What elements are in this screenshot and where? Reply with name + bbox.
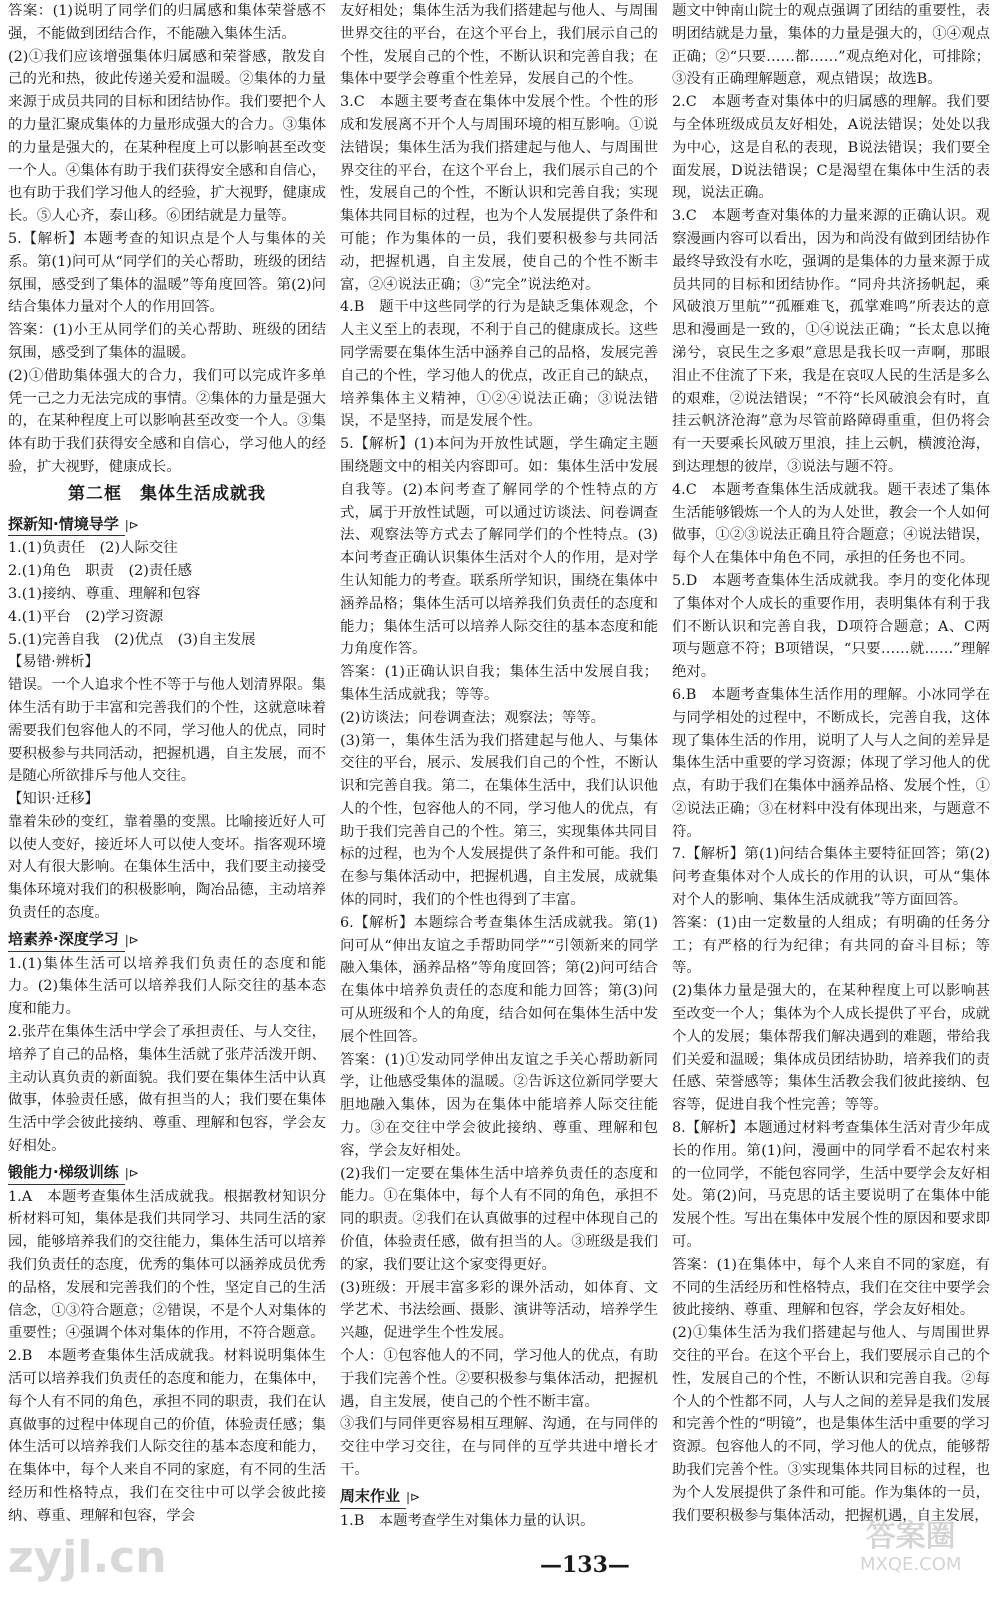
answer-paragraph: 题文中钟南山院士的观点强调了团结的重要性，表明团结就是力量，集体的力量是强大的，①④观点正确；②“只要……都……”观点绝对化，可排除；③没有正确理解题意，观点错误；故选B。 — [672, 3, 990, 88]
section-header — [8, 925, 326, 953]
watermark-left: zyjl.cn — [8, 1532, 167, 1583]
answer-paragraph: 答案：(1)由一定数量的人组成；有明确的任务分工；有严格的行为纪律；有共同的奋斗目标；等等。 — [672, 914, 990, 977]
watermark-right — [860, 1520, 961, 1575]
answer-paragraph: (2)①借助集体强大的合力，我们可以完成许多单凭一己之力无法完成的事情。②集体的力量是强大的，在某种程度上可以影响甚至改变一个人。③集体有助于我们获得安全感和自信心，学习他人的经验，扩大视野，健康成长。 — [8, 367, 326, 475]
answer-paragraph: (3)第一，集体生活为我们搭建起与他人、与集体交往的平台，展示、发展我们自己的个性，不断认识和完善自我。第二，在集体生活中，我们认识他人的个性，包容他人的不同，学习他人的优点，有助于我们完善自己的个性。第三，实现集体共同目标的过程，也为个人发展提供了条件和可能。我们在参与集体活动中，把握机遇，自主发展，成就集体的同时，我们的个性也得到了丰富。 — [340, 732, 658, 909]
answer-paragraph: 友好相处；集体生活为我们搭建起与他人、与周围世界交往的平台，在这个平台上，我们展示自己的个性，发展自己的个性，不断认识和完善自我；在集体中要学会尊重个性差异，发展自己的个性。 — [340, 3, 658, 88]
arrow-icon: |⊳ — [124, 517, 139, 532]
section-header — [8, 1158, 326, 1186]
answer-paragraph: 2.B 本题考查集体生活成就我。材料说明集体生活可以培养我们负责任的态度和能力，在集体中，每个人有不同的角色，承担不同的职责，我们在认真做事的过程中体现自己的价值，体验责任感；集体生活可以培养我们人际交往的基本态度和能力，在集体中，每个人来自不同的家庭，有不同的生活经历和性格特点，我们在交往中可以学会彼此接纳、尊重、理解和包容，学会 — [8, 1348, 326, 1524]
page-number: —133— — [540, 1552, 630, 1578]
section-header-label: 探新知·情境导学 — [8, 513, 125, 537]
answer-paragraph: 【易错·辨析】 — [8, 654, 99, 671]
answer-paragraph: 6.B 本题考查集体生活作用的理解。小冰同学在与同学相处的过程中，不断成长，完善自我，这体现了集体生活的作用，说明了人与人之间的差异是集体生活中重要的学习资源；体现了学习他人的优点，有助于我们在集体中涵养品格、发展个性，①②说法正确；③在材料中没有体现出来，与题意不符。 — [672, 686, 990, 840]
answer-paragraph: ③我们与同伴更容易相互理解、沟通，在与同伴的交往中学习交往，在与同伴的互学共进中增长才干。 — [340, 1416, 658, 1478]
answer-paragraph: 【知识·迁移】 — [8, 791, 99, 808]
answer-paragraph: 5.(1)完善自我 (2)优点 (3)自主发展 — [8, 631, 256, 648]
answer-paragraph: 答案：(1)在集体中，每个人来自不同的家庭，有不同的生活经历和性格特点，我们在交往中要学会彼此接纳、尊重、理解和包容，学会友好相处。 — [672, 1256, 990, 1319]
answer-paragraph: 答案：(1)正确认识自我；集体生活中发展自我；集体生活成就我；等等。 — [340, 664, 658, 703]
answer-paragraph: (2)集体力量是强大的，在某种程度上可以影响甚至改变一个人；集体为个人成长提供了平台，成就个人的发展；集体帮我们解决遇到的难题，带给我们关爱和温暖；集体成员团结协助，培养我们的责任感、荣誉感等；集体生活教会我们彼此接纳、包容等，促进自我个性完善；等等。 — [672, 983, 990, 1114]
answer-paragraph: 4.C 本题考查集体生活成就我。题干表述了集体生活能够锻炼一个人的为人处世，教会一个人如何做事，①②③说法正确且符合题意；④说法错误，每个人在集体中角色不同，承担的任务也不同。 — [672, 481, 990, 567]
section-header-label: 锻能力·梯级训练 — [8, 1161, 125, 1185]
section-header-label: 培素养·深度学习 — [8, 928, 125, 952]
watermark-right-url: MXQE.COM — [860, 1554, 962, 1575]
answer-paragraph: 6.【解析】本题综合考查集体生活成就我。第(1)问可从“伸出友谊之手帮助同学”“引领新来的同学融入集体，涵养品格”等角度回答；第(2)问可结合在集体中培养负责任的态度和能力回答；第(3)问可从班级和个人的角度，结合如何在集体生活中发展个性回答。 — [340, 914, 658, 1045]
answer-paragraph: 5.【解析】(1)本问为开放性试题，学生确定主题围绕题文中的相关内容即可。如：集体生活中发展自我等。(2)本问考查了解同学的个性特点的方式，属于开放性试题，可以通过访谈法、问卷调查法、观察法等方式去了解同学们的个性特点。(3)本问考查正确认识集体生活对个人的作用，是对学生认知能力的考查。联系所学知识，围绕在集体中涵养品格；集体生活可以培养我们负责任的态度和能力；集体生活可以培养人际交往的基本态度和能力角度作答。 — [340, 436, 658, 658]
answer-paragraph: (2)①我们应该增强集体归属感和荣誉感，散发自己的光和热，彼此传递关爱和温暖。②集体的力量来源于成员共同的目标和团结协作。我们要把个人的力量汇聚成集体的力量形成强大的合力。③集体的力量是强大的，在某种程度上可以影响甚至改变一个人。④集体有助于我们获得安全感和自信心，也有助于我们学习他人的经验，扩大视野，健康成长。⑤人心齐，泰山移。⑥团结就是力量等。 — [8, 48, 326, 225]
column-left — [8, 0, 326, 1596]
section-header-label: 周末作业 — [340, 1485, 406, 1509]
answer-paragraph: 5.D 本题考查集体生活成就我。李月的变化体现了集体对个人成长的重要作用，表明集体有利于我们不断认识和完善自我，D项符合题意；A、C两项与题意不符；B项错误，“只要……就……”理解绝对。 — [672, 572, 990, 681]
section-header — [340, 1482, 658, 1510]
answer-paragraph: 3.C 本题主要考查在集体中发展个性。个性的形成和发展离不开个人与周围环境的相互影响。①说法错误；集体生活为我们搭建起与他人、与周围世界交往的平台，在这个平台上，我们展示自己的个性，发展自己的个性，不断认识和完善自我；实现集体共同目标的过程，也为个人发展提供了条件和可能；作为集体的一员，我们要积极参与共同活动，把握机遇，自主发展，使自己的个性不断丰富，②④说法正确；③“完全”说法绝对。 — [340, 94, 658, 293]
arrow-icon: |⊳ — [406, 1489, 421, 1504]
answer-paragraph: 3.(1)接纳、尊重、理解和包容 — [8, 585, 201, 602]
answer-paragraph: (3)班级：开展丰富多彩的课外活动，如体育、文学艺术、书法绘画、摄影、演讲等活动，培养学生兴趣，促进学生个性发展。 — [340, 1279, 658, 1342]
answer-paragraph: 8.【解析】本题通过材料考查集体生活对青少年成长的作用。第(1)问，漫画中的同学看不起农村来的一位同学，不能包容同学，生活中要学会友好相处。第(2)问，马克思的话主要说明了在集体中能发展个性。写出在集体中发展个性的原因和要求即可。 — [672, 1120, 990, 1251]
answer-paragraph: 1.(1)负责任 (2)人际交往 — [8, 540, 178, 557]
answer-paragraph: 靠着朱砂的变红，靠着墨的变黑。比喻接近好人可以使人变好，接近坏人可以使人变坏。指客观环境对人有很大影响。在集体生活中，我们要主动接受集体环境对我们的积极影响，陶冶品德，主动培养负责任的态度。 — [8, 813, 326, 922]
answer-paragraph: 个人：①包容他人的不同，学习他人的优点，有助于我们完善个性。②要积极参与集体活动，把握机遇，自主发展，使自己的个性不断丰富。 — [340, 1348, 658, 1410]
answer-paragraph: 4.B 题干中这些同学的行为是缺乏集体观念，个人主义至上的表现，不利于自己的健康成长。这些同学需要在集体生活中涵养自己的品格，发展完善自己的个性，学习他人的优点，改正自己的缺点，培养集体主义精神，①②④说法正确；③说法错误，不是坚持，而是发展个性。 — [340, 299, 658, 430]
answer-paragraph: 3.C 本题考查对集体的力量来源的正确认识。观察漫画内容可以看出，因为和尚没有做到团结协作最终导致没有水吃，强调的是集体的力量来源于成员共同的目标和团结协作。“同舟共济扬帆起，乘风破浪万里航”“孤雁难飞，孤掌难鸣”所表达的意思和漫画是一致的，①④说法正确；“长太息以掩涕兮，哀民生之多艰”意思是我长叹一声啊，那眼泪止不住流了下来，我是在哀叹人民的生活是多么的艰难，②说法错误；“不符“长风破浪会有时，直挂云帆济沧海”意为尽管前路障碍重重，但仍将会有一天要乘长风破万里浪，挂上云帆，横渡沧海，到达理想的彼岸，③说法与题不符。 — [672, 208, 990, 475]
answer-paragraph: (2)①集体生活为我们搭建起与他人、与周围世界交往的平台。在这个平台上，我们要展示自己的个性，发展自己的个性，不断认识和完善自我。②每个人的个性都不同，人与人之间的差异是我们发展和完善个性的“明镜”，也是集体生活中重要的学习资源。包容他人的不同，学习他人的优点，能够帮助我们完善个性。③实现集体共同目标的过程，也为个人发展提供了条件和可能。作为集体的一员，我们要积极参与集体活动，把握机遇，自主发展， — [672, 1325, 990, 1524]
column-middle — [340, 0, 658, 1550]
column-right — [672, 0, 990, 1596]
watermark-right-title: 答案圈 — [865, 1519, 956, 1554]
answer-paragraph: 答案：(1)①发动同学伸出友谊之手关心帮助新同学，让他感受集体的温暖。②告诉这位新同学要大胆地融入集体，因为在集体中能培养人际交往能力。③在交往中学会彼此接纳、尊重、理解和包容，学会友好相处。 — [340, 1051, 658, 1159]
arrow-icon: |⊳ — [124, 932, 139, 947]
answer-paragraph: 答案：(1)小王从同学们的关心帮助、班级的团结氛围，感受到了集体的温暖。 — [8, 322, 326, 361]
answer-paragraph: 2.张芹在集体生活中学会了承担责任、与人交往，培养了自己的品格，集体生活就了张芹活泼开朗、主动认真负责的新面貌。我们要在集体生活中认真做事，体验责任感，做有担当的人；我们要在集体生活中学会彼此接纳、尊重、理解和包容，学会友好相处。 — [8, 1024, 326, 1155]
answer-paragraph: 2.C 本题考查对集体中的归属感的理解。我们要与全体班级成员友好相处，A说法错误；处处以我为中心，这是自私的表现，B说法错误；我们要全面发展，D说法错误；C是渴望在集体中生活的表现，说法正确。 — [672, 94, 990, 202]
section-header — [8, 510, 326, 538]
answer-paragraph: 4.(1)平台 (2)学习资源 — [8, 608, 164, 625]
answer-paragraph: (2)我们一定要在集体生活中培养负责任的态度和能力。①在集体中，每个人有不同的角色，承担不同的职责。②我们在认真做事的过程中体现自己的价值，体验责任感，做有担当的人。③班级是我们的家，我们要让这个家变得更好。 — [340, 1165, 658, 1273]
answer-paragraph: 5.【解析】本题考查的知识点是个人与集体的关系。第(1)问可从“同学们的关心帮助，班级的团结氛围，感受到了集体的温暖”等角度回答。第(2)问结合集体力量对个人的作用回答。 — [8, 230, 326, 316]
answer-paragraph: 1.A 本题考查集体生活成就我。根据教材知识分析材料可知，集体是我们共同学习、共同生活的家园，能够培养我们的交往能力，集体生活可以培养我们负责任的态度，优秀的集体可以涵养成员优秀的品格，发展和完善我们的个性，坚定自己的生活信念，①③符合题意；②错误，不是个人对集体的重要性；④强调个体对集体的作用，不符合题意。 — [8, 1188, 326, 1342]
answer-paragraph: 答案：(1)说明了同学们的归属感和集体荣誉感不强，不能做到团结合作，不能融入集体生活。 — [8, 3, 326, 42]
section-title: 第二框 集体生活成就我 — [68, 483, 266, 504]
answer-paragraph: 1.(1)集体生活可以培养我们负责任的态度和能力。(2)集体生活可以培养我们人际交往的基本态度和能力。 — [8, 955, 326, 1018]
answer-paragraph: 1.B 本题考查学生对集体力量的认识。 — [340, 1512, 595, 1529]
answer-paragraph: 错误。一个人追求个性不等于与他人划清界限。集体生活有助于丰富和完善我们的个性，这就意味着需要我们包容他人的不同，学习他人的优点，同时要积极参与共同活动，把握机遇，自主发展，而不是随心所欲排斥与他人交往。 — [8, 677, 326, 785]
answer-paragraph: (2)访谈法；问卷调查法；观察法；等等。 — [340, 709, 606, 726]
arrow-icon: |⊳ — [124, 1165, 139, 1180]
answer-paragraph: 7.【解析】第(1)问结合集体主要特征回答；第(2)问考查集体对个人成长的作用的认识，可从“集体对个人的影响、集体生活成就我”等方面回答。 — [672, 846, 990, 909]
answer-paragraph: 2.(1)角色 职责 (2)责任感 — [8, 563, 193, 580]
